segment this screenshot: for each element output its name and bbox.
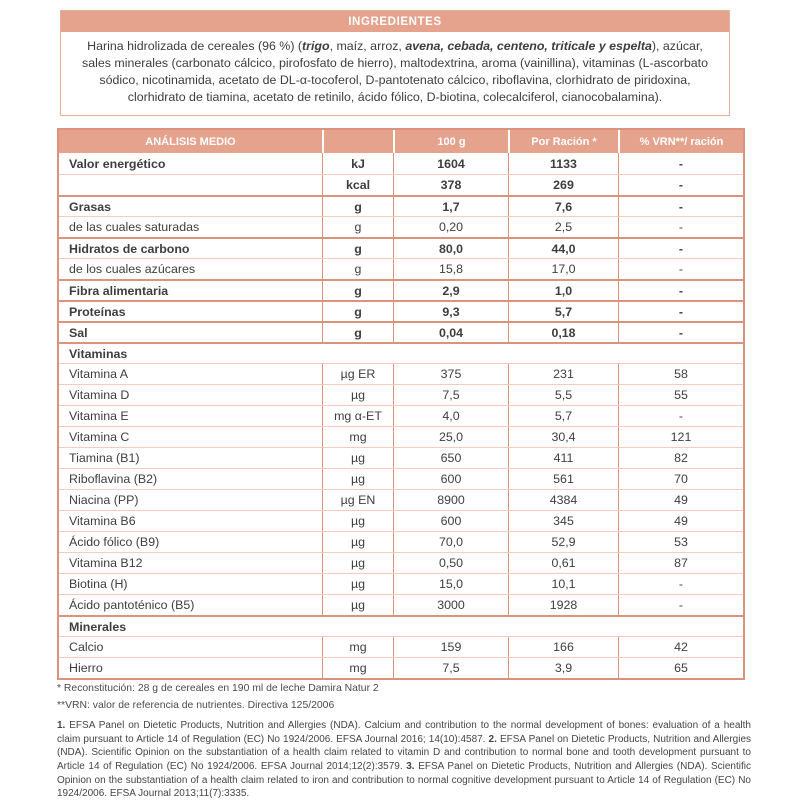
nutrient-row xyxy=(59,195,743,216)
ingredient-text: ), azúcar, sales minerales (carbonato cálcico, pirofosfato de hierro), maltodextrina, aroma (vainillina), vitaminas (L-ascorbato sódico, nicotinamida, acetato de DL-α-tocoferol, D-pantotenato cálcico, riboflavina, clorhidrato de piridoxina, clorhidrato de tiamina, acetato de retinilo, ácido fólico, D-biotina, colecalciferol, cianocobalamina). xyxy=(82,39,708,104)
unit-cell: kJ xyxy=(322,153,393,174)
nutrient-row xyxy=(59,426,743,447)
per-100g-value: 8900 xyxy=(393,490,508,510)
nutrient-label: Biotina (H) xyxy=(69,577,128,591)
per-serving-value: 5,5 xyxy=(508,385,618,405)
column-header-analisis-medio: ANÁLISIS MEDIO xyxy=(145,135,236,148)
vrn-value: - xyxy=(618,197,743,216)
per-serving-value: 2,5 xyxy=(508,217,618,237)
nutrient-label: Niacina (PP) xyxy=(69,493,139,507)
table-footnotes xyxy=(57,680,379,714)
per-100g-value: 1,7 xyxy=(393,197,508,216)
nutrient-label: Hidratos de carbono xyxy=(69,241,190,256)
per-serving-value: 166 xyxy=(508,637,618,657)
nutrient-row xyxy=(59,573,743,594)
per-100g-value: 0,50 xyxy=(393,553,508,573)
nutrient-row xyxy=(59,216,743,237)
vrn-value: 53 xyxy=(618,532,743,552)
per-serving-value: 30,4 xyxy=(508,427,618,447)
nutrition-table-header-row xyxy=(59,130,743,153)
reference-text: EFSA Panel on Dietetic Products, Nutrition and Allergies (NDA). Calcium and contribution to the normal development of bones: evaluation of a health claim pursuant to Article 14 of Regulation (EC) No 1924/2006. EFSA Journal 2016; 14(10):4587. xyxy=(57,720,751,745)
per-serving-value: 0,61 xyxy=(508,553,618,573)
vrn-value: 49 xyxy=(618,490,743,510)
nutrient-label: Ácido fólico (B9) xyxy=(69,535,160,549)
per-100g-value: 4,0 xyxy=(393,406,508,426)
per-serving-value: 1133 xyxy=(508,153,618,174)
vrn-value: - xyxy=(618,302,743,321)
nutrient-row xyxy=(59,300,743,321)
vrn-value: - xyxy=(618,217,743,237)
nutrient-label: Fibra alimentaria xyxy=(69,283,169,298)
per-100g-value: 159 xyxy=(393,637,508,657)
unit-cell: kcal xyxy=(322,175,393,195)
per-serving-value: 4384 xyxy=(508,490,618,510)
efsa-references xyxy=(57,719,751,801)
vrn-value: 70 xyxy=(618,469,743,489)
column-header-unit xyxy=(322,130,393,153)
unit-cell: mg xyxy=(322,637,393,657)
unit-cell: mg α-ET xyxy=(322,406,393,426)
per-serving-value: 52,9 xyxy=(508,532,618,552)
vrn-value: - xyxy=(618,175,743,195)
per-serving-value: 0,18 xyxy=(508,323,618,342)
nutrient-row xyxy=(59,489,743,510)
per-100g-value: 9,3 xyxy=(393,302,508,321)
per-100g-value: 375 xyxy=(393,364,508,384)
column-header-vrn-racion: % VRN**/ ración xyxy=(618,130,743,153)
section-row xyxy=(59,342,743,363)
nutrient-label: Vitamina D xyxy=(69,388,130,402)
vrn-value: - xyxy=(618,259,743,279)
nutrient-row xyxy=(59,510,743,531)
nutrient-row xyxy=(59,279,743,300)
unit-cell: µg ER xyxy=(322,364,393,384)
vrn-value: 55 xyxy=(618,385,743,405)
nutrient-label: Vitamina C xyxy=(69,430,130,444)
unit-cell: mg xyxy=(322,427,393,447)
ingredients-section xyxy=(60,10,730,116)
nutrient-label: Sal xyxy=(69,325,88,340)
column-header-100g: 100 g xyxy=(393,130,508,153)
per-serving-value: 5,7 xyxy=(508,406,618,426)
per-100g-value: 2,9 xyxy=(393,281,508,300)
per-serving-value: 345 xyxy=(508,511,618,531)
vrn-value: - xyxy=(618,323,743,342)
ingredient-text: , maíz, arroz, xyxy=(329,39,406,53)
vrn-value: - xyxy=(618,406,743,426)
vrn-value: 121 xyxy=(618,427,743,447)
unit-cell: µg xyxy=(322,595,393,615)
vrn-value: - xyxy=(618,281,743,300)
per-serving-value: 1928 xyxy=(508,595,618,615)
per-100g-value: 0,04 xyxy=(393,323,508,342)
per-serving-value: 10,1 xyxy=(508,574,618,594)
per-100g-value: 600 xyxy=(393,469,508,489)
footnote-vrn: **VRN: valor de referencia de nutrientes. Directiva 125/2006 xyxy=(57,700,335,712)
nutrient-label: Riboflavina (B2) xyxy=(69,472,158,486)
per-100g-value: 378 xyxy=(393,175,508,195)
per-100g-value: 80,0 xyxy=(393,239,508,258)
unit-cell: g xyxy=(322,217,393,237)
unit-cell: g xyxy=(322,259,393,279)
ingredients-title: INGREDIENTES xyxy=(61,11,729,32)
reference-number: 1. xyxy=(57,720,66,731)
nutrient-row xyxy=(59,447,743,468)
per-100g-value: 15,0 xyxy=(393,574,508,594)
nutrient-label: Hierro xyxy=(69,661,103,675)
per-100g-value: 600 xyxy=(393,511,508,531)
unit-cell: µg xyxy=(322,469,393,489)
nutrient-row xyxy=(59,258,743,279)
per-serving-value: 44,0 xyxy=(508,239,618,258)
unit-cell: µg xyxy=(322,511,393,531)
reference-text: EFSA Panel on Dietetic Products, Nutrition and Allergies (NDA). Scientific Opinion on the substantiation of a health claim related to vitamin D and contribution to normal bone and tooth development pursuant to Article 14 of Regulation (EC) No 1924/2006. EFSA Journal 2014;12(2):3579. xyxy=(57,733,752,773)
ingredient-text: Harina hidrolizada de cereales (96 %) ( xyxy=(87,39,303,53)
per-serving-value: 1,0 xyxy=(508,281,618,300)
ingredients-text xyxy=(61,32,729,115)
per-serving-value: 561 xyxy=(508,469,618,489)
vrn-value: 49 xyxy=(618,511,743,531)
unit-cell: µg xyxy=(322,574,393,594)
footnote-reconstitution: * Reconstitución: 28 g de cereales en 190 ml de leche Damira Natur 2 xyxy=(57,683,379,694)
nutrient-label: de los cuales azúcares xyxy=(69,262,196,276)
unit-cell: mg xyxy=(322,658,393,678)
unit-cell: µg xyxy=(322,448,393,468)
nutrient-label: Valor energético xyxy=(69,156,166,171)
nutrient-row xyxy=(59,405,743,426)
per-serving-value: 17,0 xyxy=(508,259,618,279)
vrn-value: 65 xyxy=(618,658,743,678)
vrn-value: 82 xyxy=(618,448,743,468)
reference-number: 3. xyxy=(406,761,415,773)
per-100g-value: 15,8 xyxy=(393,259,508,279)
nutrient-label: Vitamina B12 xyxy=(69,556,143,570)
per-100g-value: 7,5 xyxy=(393,385,508,405)
vrn-value: - xyxy=(618,153,743,174)
nutrient-row xyxy=(59,468,743,489)
vrn-value: - xyxy=(618,595,743,615)
unit-cell: g xyxy=(322,302,393,321)
nutrient-row xyxy=(59,153,743,174)
per-100g-value: 650 xyxy=(393,448,508,468)
per-100g-value: 1604 xyxy=(393,153,508,174)
column-header-por-racion: Por Ración * xyxy=(508,130,618,153)
vrn-value: - xyxy=(618,574,743,594)
unit-cell: µg xyxy=(322,532,393,552)
per-serving-value: 411 xyxy=(508,448,618,468)
nutrient-label: Ácido pantoténico (B5) xyxy=(69,598,195,612)
nutrient-row xyxy=(59,594,743,615)
per-100g-value: 25,0 xyxy=(393,427,508,447)
reference-number: 2. xyxy=(488,733,497,745)
unit-cell: g xyxy=(322,197,393,216)
nutrient-label xyxy=(59,175,322,195)
nutrient-label: Vitamina B6 xyxy=(69,514,136,528)
vrn-value: 42 xyxy=(618,637,743,657)
unit-cell: µg xyxy=(322,553,393,573)
per-100g-value: 3000 xyxy=(393,595,508,615)
per-100g-value: 0,20 xyxy=(393,217,508,237)
nutrient-label: Calcio xyxy=(69,640,104,654)
nutrient-label: Vitamina A xyxy=(69,367,129,381)
nutrient-row xyxy=(59,363,743,384)
nutrient-row xyxy=(59,384,743,405)
unit-cell: g xyxy=(322,323,393,342)
section-label: Minerales xyxy=(69,619,127,634)
nutrient-label: Proteínas xyxy=(69,304,126,319)
per-serving-value: 231 xyxy=(508,364,618,384)
nutrient-row xyxy=(59,636,743,657)
per-serving-value: 7,6 xyxy=(508,197,618,216)
nutrient-label: de las cuales saturadas xyxy=(69,220,200,234)
nutrient-row xyxy=(59,531,743,552)
section-label: Vitaminas xyxy=(69,346,128,361)
unit-cell: g xyxy=(322,239,393,258)
per-100g-value: 70,0 xyxy=(393,532,508,552)
ingredient-allergen: avena, cebada, centeno, triticale y espelta xyxy=(405,39,652,53)
nutrient-row xyxy=(59,657,743,678)
vrn-value: - xyxy=(618,239,743,258)
per-serving-value: 269 xyxy=(508,175,618,195)
nutrient-label: Vitamina E xyxy=(69,409,129,423)
section-row xyxy=(59,615,743,636)
nutrient-row xyxy=(59,174,743,195)
nutrition-table-body xyxy=(59,153,743,678)
unit-cell: µg xyxy=(322,385,393,405)
vrn-value: 58 xyxy=(618,364,743,384)
nutrient-label: Grasas xyxy=(69,199,112,214)
per-100g-value: 7,5 xyxy=(393,658,508,678)
ingredient-allergen: trigo xyxy=(302,39,330,53)
nutrient-row xyxy=(59,552,743,573)
vrn-value: 87 xyxy=(618,553,743,573)
unit-cell: g xyxy=(322,281,393,300)
reference-text: EFSA Panel on Dietetic Products, Nutrition and Allergies (NDA). Scientific Opinion on the substantiation of a health claim related to iron and contribution to normal cognitive development pursuant to Article 14 of Regulation (EC) No 1924/2006. EFSA Journal 2013;11(7):3335. xyxy=(57,761,751,800)
nutrition-table xyxy=(57,128,745,680)
nutrient-row xyxy=(59,237,743,258)
nutrient-row xyxy=(59,321,743,342)
per-serving-value: 3,9 xyxy=(508,658,618,678)
unit-cell: µg EN xyxy=(322,490,393,510)
per-serving-value: 5,7 xyxy=(508,302,618,321)
nutrient-label: Tiamina (B1) xyxy=(69,451,140,465)
